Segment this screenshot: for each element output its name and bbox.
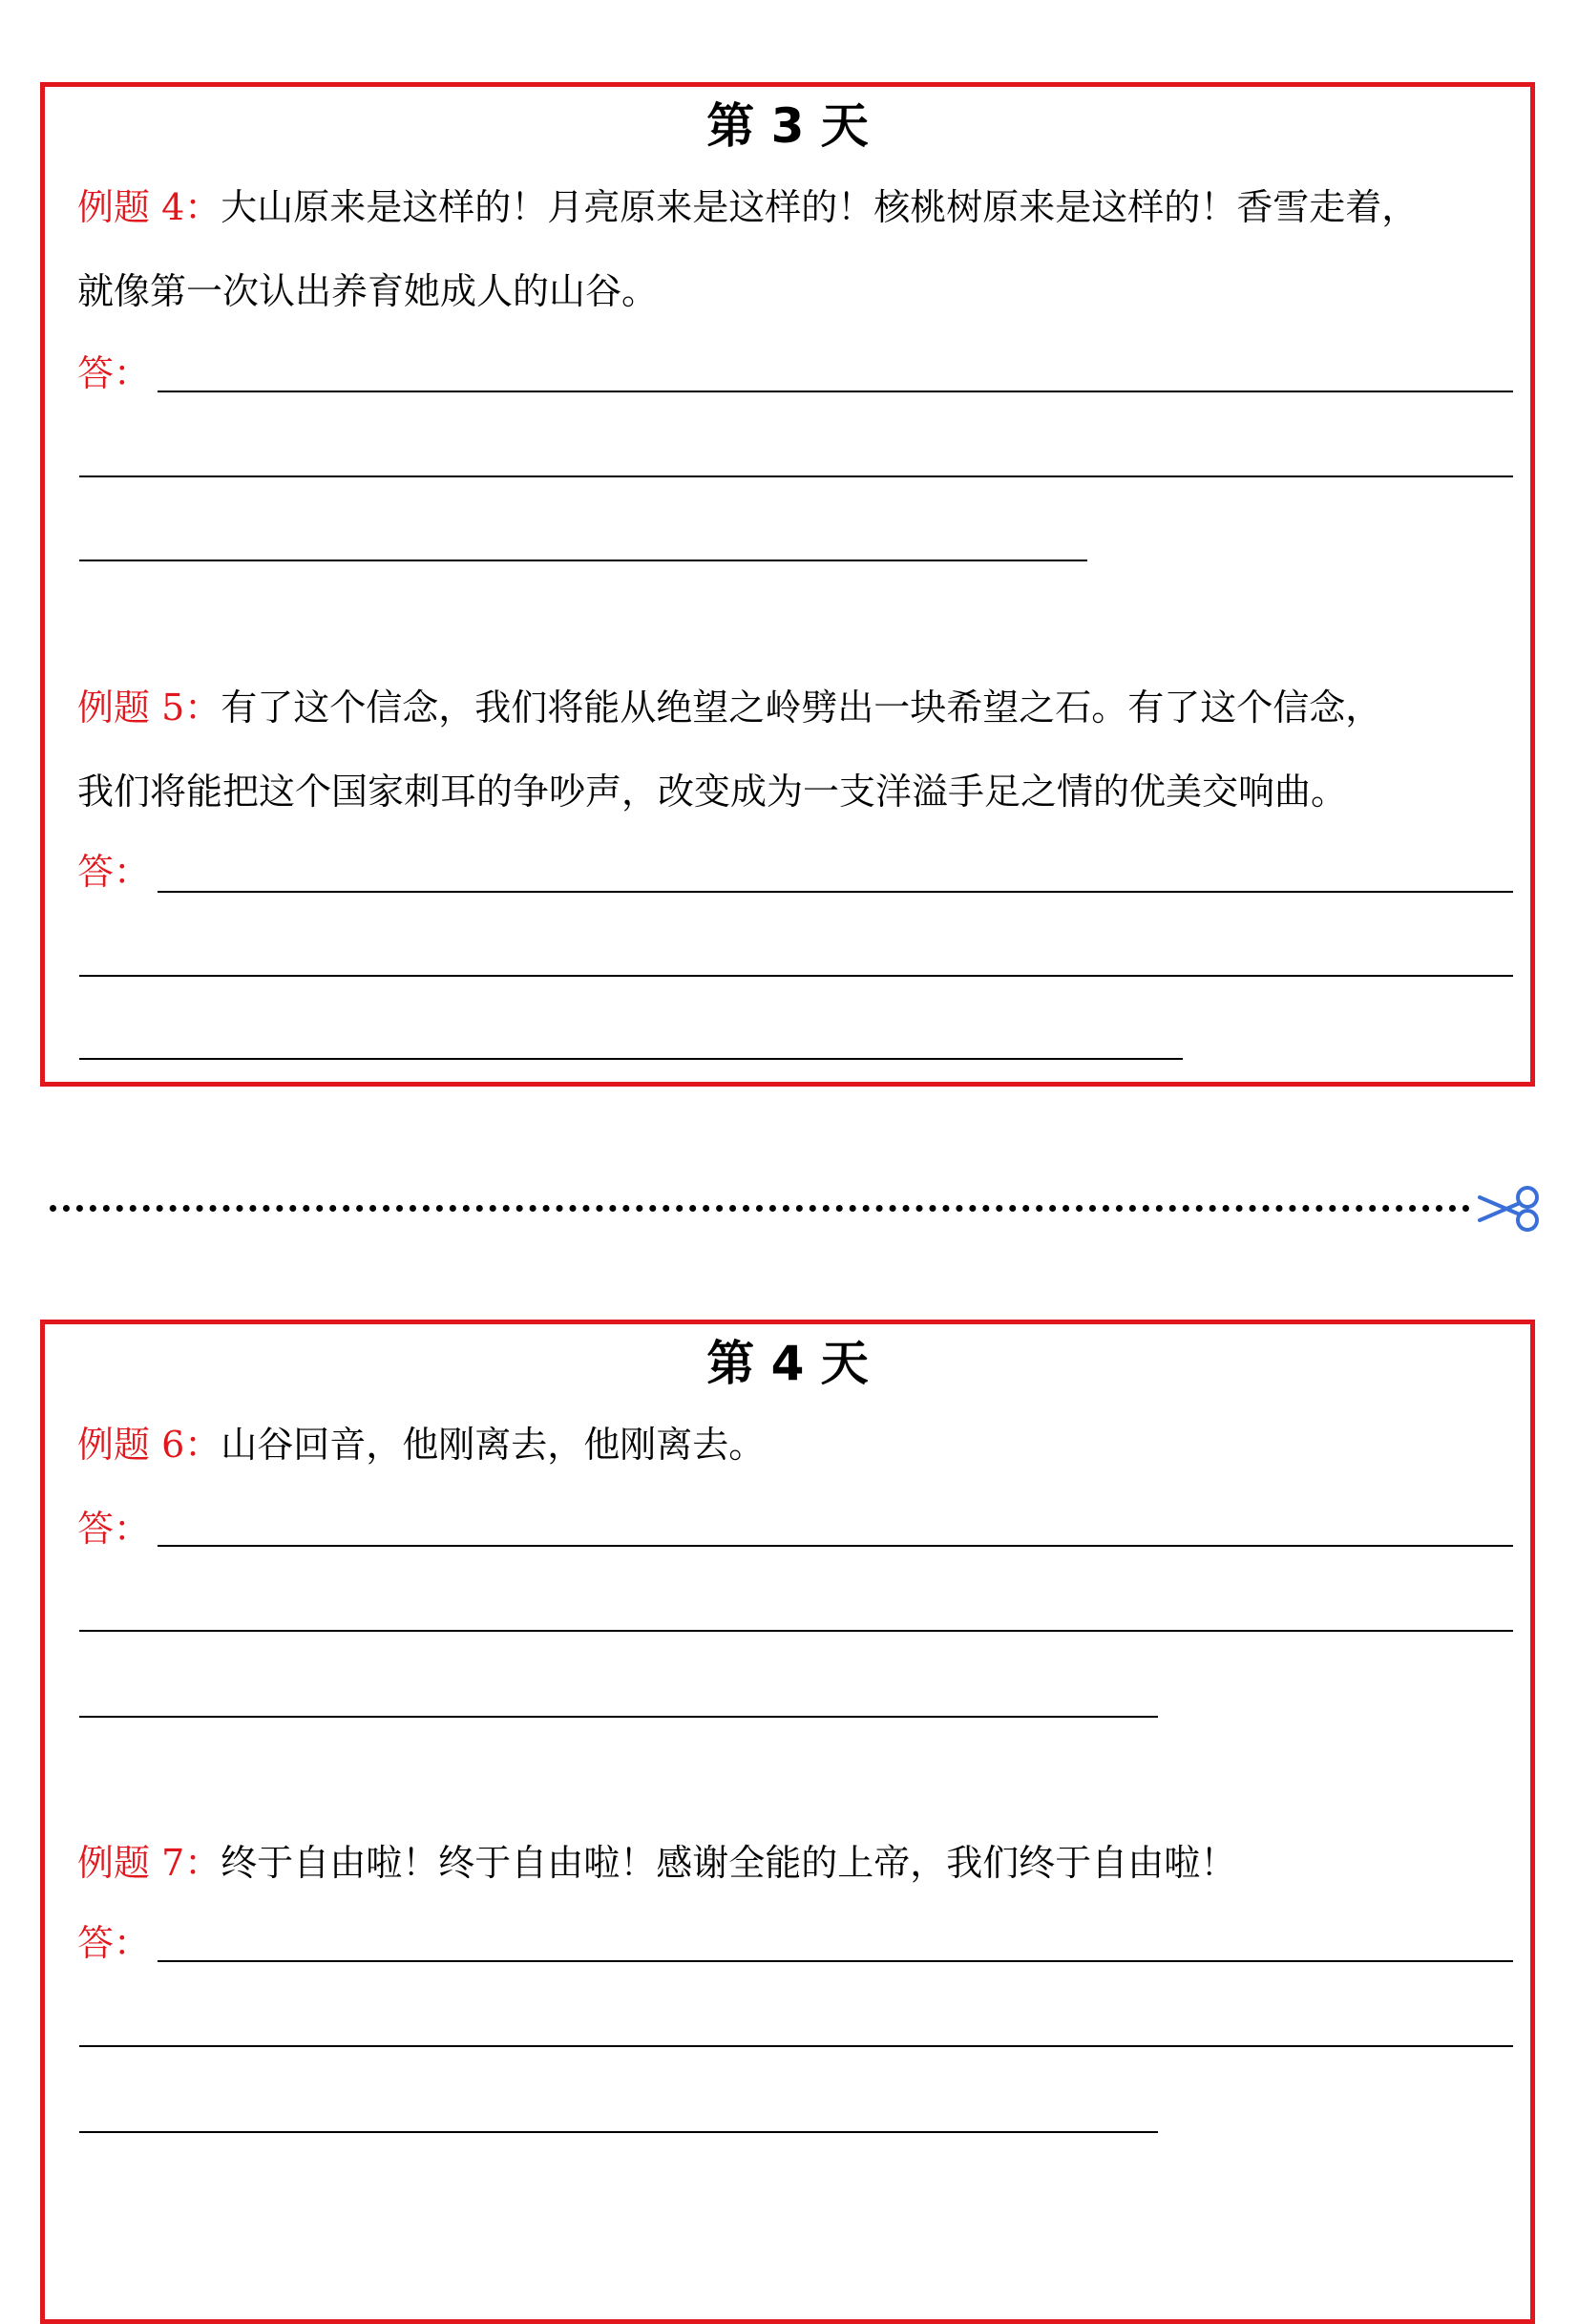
- answer-line[interactable]: [158, 1960, 1513, 1962]
- example-label: 例题 5：: [77, 687, 221, 729]
- answer-line[interactable]: [79, 2131, 1158, 2133]
- answer-line[interactable]: [79, 1058, 1183, 1060]
- example-label: 例题 7：: [77, 1842, 221, 1884]
- answer-label: 答：: [77, 1922, 151, 1964]
- example-text-continued: 就像第一次认出养育她成人的山谷。: [77, 270, 659, 312]
- example-4: [77, 165, 1509, 333]
- example-6: [77, 1403, 1509, 1487]
- example-text: 终于自由啦！终于自由啦！感谢全能的上帝，我们终于自由啦！: [221, 1842, 1237, 1884]
- cut-line: [50, 1205, 1470, 1212]
- answer-line[interactable]: [158, 1545, 1513, 1547]
- answer-line[interactable]: [79, 975, 1513, 977]
- example-text: 山谷回音，他刚离去，他刚离去。: [221, 1424, 766, 1466]
- answer-line[interactable]: [158, 891, 1513, 893]
- example-5: [77, 666, 1509, 834]
- answer-line[interactable]: [79, 475, 1513, 477]
- day-3-card: [40, 82, 1535, 1087]
- example-7: [77, 1821, 1509, 1905]
- example-label: 例题 4：: [77, 186, 221, 228]
- example-label: 例题 6：: [77, 1424, 221, 1466]
- day-4-card: [40, 1320, 1535, 2324]
- day-title: 第 4 天: [706, 1336, 869, 1391]
- example-text-continued: 我们将能把这个国家刺耳的争吵声，改变成为一支洋溢手足之情的优美交响曲。: [77, 771, 1348, 813]
- answer-label: 答：: [77, 352, 151, 394]
- answer-line[interactable]: [158, 391, 1513, 392]
- example-text: 大山原来是这样的！月亮原来是这样的！核桃树原来是这样的！香雪走着，: [221, 186, 1419, 228]
- answer-label: 答：: [77, 851, 151, 893]
- day-title: 第 3 天: [706, 98, 869, 154]
- answer-line[interactable]: [79, 1630, 1513, 1632]
- answer-line[interactable]: [79, 2045, 1513, 2047]
- scissors-icon: [1478, 1182, 1541, 1236]
- answer-line[interactable]: [79, 1716, 1158, 1718]
- answer-line[interactable]: [79, 560, 1087, 561]
- example-text: 有了这个信念，我们将能从绝望之岭劈出一块希望之石。有了这个信念，: [221, 687, 1382, 729]
- answer-label: 答：: [77, 1508, 151, 1550]
